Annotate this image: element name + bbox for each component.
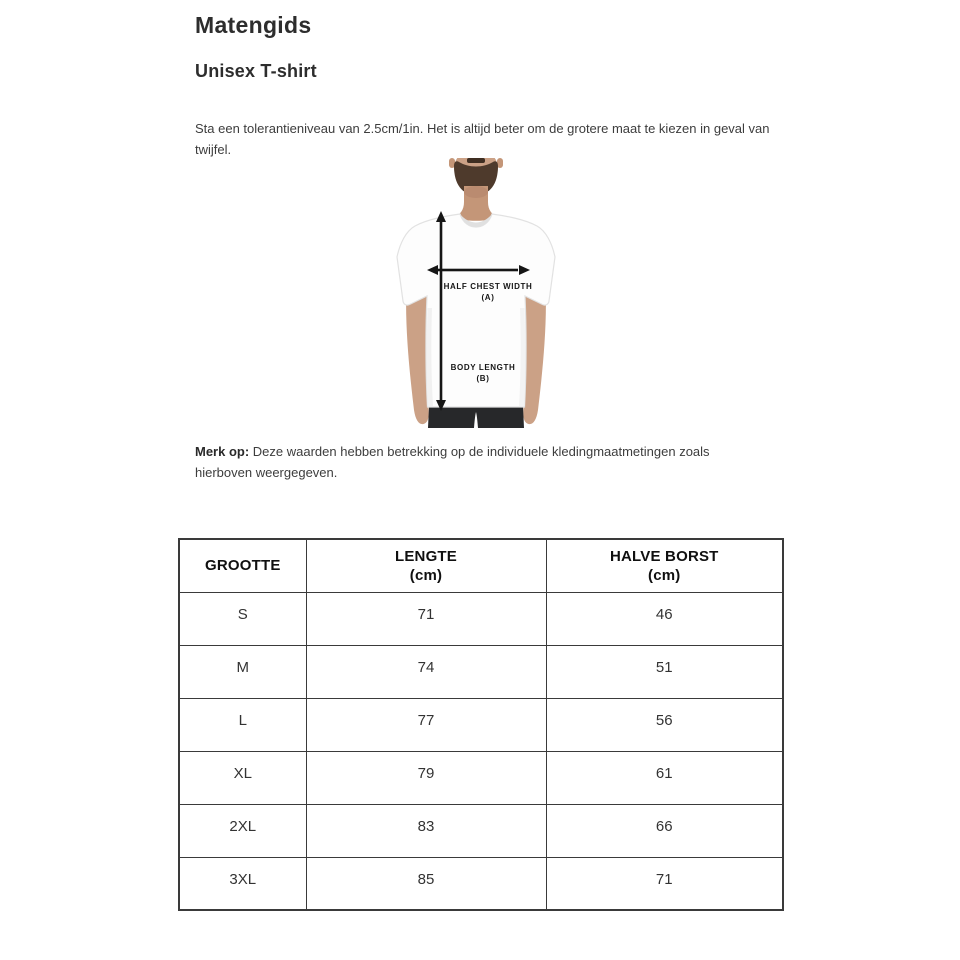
column-header-halve-borst: [546, 539, 783, 592]
model-figure: [397, 158, 555, 428]
half-chest-cell: 66: [546, 804, 783, 857]
size-table: [178, 538, 784, 911]
size-cell: M: [179, 645, 306, 698]
column-label: HALVE BORST: [609, 547, 719, 565]
half-chest-cell: 51: [546, 645, 783, 698]
size-cell: 3XL: [179, 857, 306, 910]
table-row: [179, 592, 783, 645]
column-header-grootte: [179, 539, 306, 592]
half-chest-cell: 61: [546, 751, 783, 804]
product-subtitle: Unisex T-shirt: [195, 61, 317, 81]
table-row: [179, 645, 783, 698]
tshirt-measurement-image: [383, 158, 569, 432]
header-row: [179, 539, 783, 592]
note-text: [195, 441, 740, 483]
half-chest-cell: 56: [546, 698, 783, 751]
size-cell: 2XL: [179, 804, 306, 857]
page-title: Matengids: [195, 12, 312, 38]
tolerance-text: Sta een tolerantieniveau van 2.5cm/1in. Het is altijd beter om de grotere maat te kiezen in geval van twijfel.: [195, 121, 770, 157]
length-cell: 74: [306, 645, 546, 698]
length-cell: 85: [306, 857, 546, 910]
chest-width-code: (A): [481, 293, 495, 302]
pants: [428, 406, 524, 428]
table-row: [179, 751, 783, 804]
table-row: [179, 698, 783, 751]
table-row: [179, 804, 783, 857]
size-table-header: [179, 539, 783, 592]
table-row: [179, 857, 783, 910]
column-label: GROOTTE: [204, 557, 281, 575]
half-chest-cell: 71: [546, 857, 783, 910]
mustache: [467, 158, 485, 163]
note-body: Deze waarden hebben betrekking op de individuele kledingmaatmetingen zoals hierboven weergegeven.: [195, 444, 710, 480]
size-cell: XL: [179, 751, 306, 804]
column-unit: (cm): [648, 566, 681, 584]
size-cell: S: [179, 592, 306, 645]
length-cell: 79: [306, 751, 546, 804]
body-length-code: (B): [476, 374, 490, 383]
length-cell: 77: [306, 698, 546, 751]
size-table-body: [179, 592, 783, 910]
tshirt-diagram: [383, 158, 569, 432]
half-chest-cell: 46: [546, 592, 783, 645]
note-label: Merk op:: [195, 444, 250, 459]
chest-width-label: HALF CHEST WIDTH: [443, 282, 533, 291]
column-label: LENGTE: [394, 547, 458, 565]
size-cell: L: [179, 698, 306, 751]
length-cell: 83: [306, 804, 546, 857]
body-length-label: BODY LENGTH: [450, 363, 516, 372]
length-cell: 71: [306, 592, 546, 645]
column-header-lengte: [306, 539, 546, 592]
column-unit: (cm): [409, 566, 443, 584]
